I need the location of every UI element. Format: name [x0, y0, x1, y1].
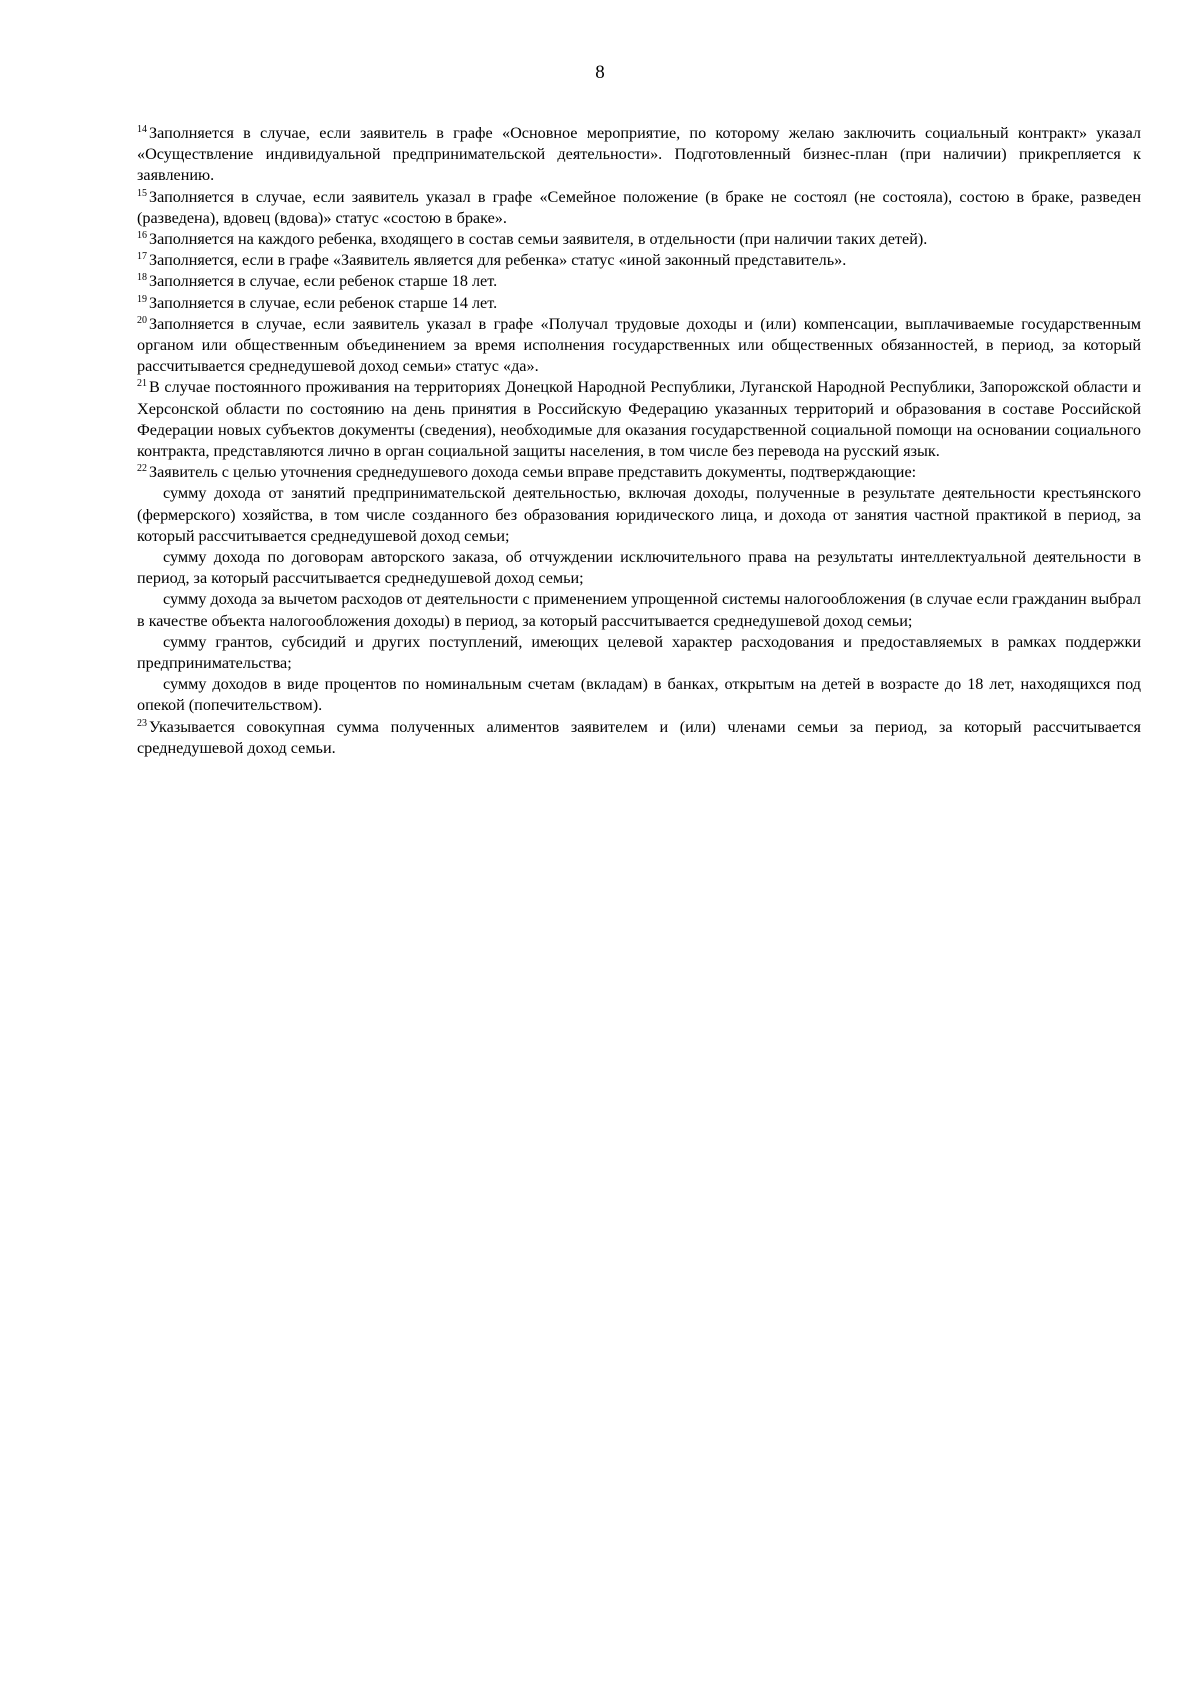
footnote-20 [137, 314, 1141, 378]
footnote-22-item: сумму дохода за вычетом расходов от деятельности с применением упрощенной системы налогообложения (в случае если гражданин выбрал в качестве объекта налогообложения доходы) в период, за который рассчитывается среднедушевой доход семьи; [137, 590, 1141, 630]
footnote-14 [137, 123, 1141, 187]
footnote-marker: 19 [137, 293, 147, 305]
footnote-15 [137, 187, 1141, 229]
footnote-marker: 23 [137, 717, 147, 729]
footnote-marker: 17 [137, 251, 147, 263]
footnote-19 [137, 293, 1141, 314]
footnote-text: Заполняется в случае, если ребенок старше 18 лет. [149, 272, 498, 291]
footnote-16 [137, 229, 1141, 250]
footnote-22-item: сумму доходов в виде процентов по номинальным счетам (вкладам) в банках, открытым на детей в возрасте до 18 лет, находящихся под опекой (попечительством). [137, 675, 1141, 715]
footnote-marker: 14 [137, 124, 147, 135]
footnote-23 [137, 717, 1141, 759]
footnote-18 [137, 271, 1141, 292]
footnote-marker: 21 [137, 378, 147, 390]
footnote-marker: 16 [137, 230, 147, 242]
page-number: 8 [595, 62, 605, 83]
footnote-text: Заполняется в случае, если заявитель указал в графе «Получал трудовые доходы и (или) компенсации, выплачиваемые государственным органом или общественным объединением за время исполнения государственных или общественных обязанностей, в период, за который рассчитывается среднедушевой доход семьи» статус «да». [137, 314, 1141, 376]
footnotes-block [137, 123, 1141, 759]
footnote-text: Заполняется в случае, если заявитель указал в графе «Семейное положение (в браке не состоял (не состояла), состою в браке, разведен (разведена), вдовец (вдова)» статус «состою в браке». [137, 187, 1141, 227]
footnote-text: Заполняется в случае, если ребенок старше 14 лет. [149, 293, 498, 312]
footnote-marker: 22 [137, 463, 147, 475]
footnote-text: Заполняется, если в графе «Заявитель является для ребенка» статус «иной законный представитель». [149, 251, 847, 270]
footnote-text: Заполняется на каждого ребенка, входящего в состав семьи заявителя, в отдельности (при наличии таких детей). [149, 230, 928, 249]
footnote-marker: 20 [137, 314, 147, 326]
footnote-text: Заполняется в случае, если заявитель в графе «Основное мероприятие, по которому желаю заключить социальный контракт» указал «Осуществление индивидуальной предпринимательской деятельности». Подготовленный бизнес-план (при наличии) прикрепляется к заявлению. [137, 124, 1141, 185]
footnote-text: Указывается совокупная сумма полученных алиментов заявителем и (или) членами семьи за период, за который рассчитывается среднедушевой доход семьи. [137, 717, 1141, 757]
footnote-marker: 18 [137, 272, 147, 284]
footnote-22-item: сумму дохода по договорам авторского заказа, об отчуждении исключительного права на результаты интеллектуальной деятельности в период, за который рассчитывается среднедушевой доход семьи; [137, 548, 1141, 588]
footnote-22 [137, 462, 1141, 483]
footnote-22-item: сумму грантов, субсидий и других поступлений, имеющих целевой характер расходования и предоставляемых в рамках поддержки предпринимательства; [137, 632, 1141, 673]
footnote-text: В случае постоянного проживания на территориях Донецкой Народной Республики, Луганской Народной Республики, Запорожской области и Херсонской области по состоянию на день принятия в Российскую Федерацию указанных территорий и образования в составе Российской Федерации новых субъектов документы (сведения), необходимые для оказания государственной социальной помощи на основании социального контракта, представляются лично в орган социальной защиты населения, в том числе без перевода на русский язык. [137, 378, 1141, 461]
footnote-21 [137, 377, 1141, 462]
footnote-17 [137, 250, 1141, 271]
footnote-marker: 15 [137, 187, 147, 199]
footnote-22-item: сумму дохода от занятий предпринимательской деятельностью, включая доходы, полученные в результате деятельности крестьянского (фермерского) хозяйства, в том числе созданного без образования юридического лица, и дохода от занятия частной практикой в период, за который рассчитывается среднедушевой доход семьи; [137, 484, 1141, 545]
footnote-text: Заявитель с целью уточнения среднедушевого дохода семьи вправе представить документы, подтверждающие: [149, 463, 917, 482]
